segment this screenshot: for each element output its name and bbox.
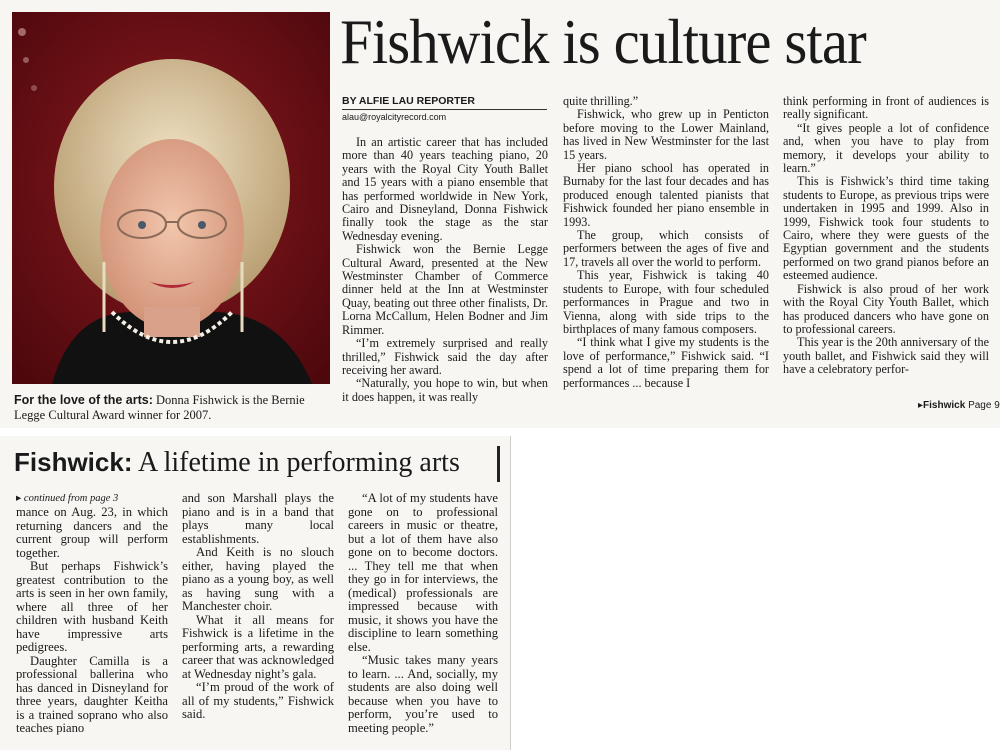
photo-caption [14,393,332,423]
paragraph: But perhaps Fishwick’s greatest contribution to the arts is seen in her own family, where all three of her children with husband Keith have impressive arts pedigrees. [16,559,168,654]
jump-line [918,400,1000,411]
continuation-column-2 [182,492,334,722]
paragraph: The group, which consists of performers between the ages of five and 17, travels all over the world to perform. [563,228,769,269]
jump-page: Page 9 [968,400,1000,411]
continuation-column-3 [348,492,498,735]
continuation-headline-rest: A lifetime in performing arts [132,447,460,478]
caption-text: Donna Fishwick is the Bernie Legge Cultural Award winner for 2007. [14,393,305,422]
paragraph: “I’m extremely surprised and really thrilled,” Fishwick said the day after receiving her award. [342,336,548,377]
paragraph: And Keith is no slouch either, having played the piano as a young boy, as well as having sung with a Manchester choir. [182,545,334,613]
article-column-3 [783,95,989,377]
continuation-headline-bold: Fishwick: [14,447,133,477]
article-column-2 [563,95,769,390]
paragraph: quite thrilling.” [563,94,639,108]
caption-lead: For the love of the arts: [14,393,153,407]
paragraph: and son Marshall plays the piano and is in a band that plays many local establishments. [182,491,334,546]
continuation-column-1 [16,506,168,736]
paragraph: think performing in front of audiences is really significant. [783,94,989,122]
paragraph: “I think what I give my students is the love of performance,” Fishwick said. “I spend a lot of time preparing them for performances ... because I [563,335,769,390]
paragraph: This year, Fishwick is taking 40 students to Europe, with four scheduled performances in Prague and two in Vienna, along with side trips to the birthplaces of many famous composers. [563,268,769,336]
paragraph: What it all means for Fishwick is a lifetime in the performing arts, a rewarding career that was acknowledged at Wednesday night’s gala. [182,612,334,681]
paragraph: Her piano school has operated in Burnaby for the last four decades and has produced enough talented pianists that Fishwick founded her piano ensemble in 1993. [563,161,769,229]
paragraph: Fishwick is also proud of her work with the Royal City Youth Ballet, which has produced dancers who have gone on to professional careers. [783,281,989,336]
paragraph: Daughter Camilla is a professional ballerina who has danced in Disneyland for three years, daughter Keitha is a trained soprano who also teaches piano [16,653,168,735]
article-column-1 [342,136,548,404]
paragraph: mance on Aug. 23, in which returning dancers and the current group will perform together. [16,505,168,560]
paragraph: Fishwick, who grew up in Penticton before moving to the Lower Mainland, has lived in New Westminster for the last 15 years. [563,107,769,162]
paragraph: “Naturally, you hope to win, but when it does happen, it was really [342,376,548,404]
continued-arrow-icon: ▸ [16,493,24,504]
continued-from-text: continued from page 3 [23,493,119,504]
byline [342,95,547,122]
byline-author: BY ALFIE LAU REPORTER [342,95,547,110]
paragraph: “A lot of my students have gone on to professional careers in music or theatre, but a lot of them have also gone on to become doctors. ... They tell me that when they go in for interviews, the (medical) professionals are impressed because with music, it shows you have the discipline to learn something else. [348,491,498,654]
portrait-photo [12,12,330,384]
byline-email: alau@royalcityrecord.com [342,112,447,122]
paragraph: “Music takes many years to learn. ... And, socially, my students are also doing well because when you have to perform, you’re used to meeting people.” [348,653,498,735]
paragraph: Fishwick won the Bernie Legge Cultural Award, presented at the New Westminster Chamber of Commerce dinner held at the Inn at Westminster Quay, beating out three other finalists, Dr. Lorna McCallum, Helen Bodner and Jim Rimmer. [342,242,548,337]
continued-from [16,492,118,504]
headline-rule [497,446,500,482]
paragraph: In an artistic career that has included more than 40 years teaching piano, 20 years with the Royal City Youth Ballet and 15 years with a piano ensemble that has performed worldwide in New York, Cairo and Disneyland, Donna Fishwick finally took the stage as the star Wednesday evening. [342,135,548,243]
paragraph: “It gives people a lot of confidence and, when you have to play from memory, it develops your ability to learn.” [783,120,989,176]
headline: Fishwick is culture star [340,6,866,77]
jump-arrow-icon: ▸ [918,400,924,411]
continuation-headline [14,444,460,481]
paragraph: This year is the 20th anniversary of the youth ballet, and Fishwick said they will have a celebratory perfor- [783,335,989,377]
paragraph: “I’m proud of the work of all of my students,” Fishwick said. [182,680,334,721]
jump-word: Fishwick [923,400,966,411]
paragraph: This is Fishwick’s third time taking students to Europe, as previous trips were undertaken in 1995 and 1999. Also in 1999, Fishwick took four students to Cairo, where they were guests of the Egyptian government and the students performed on two grand pianos before an esteemed audience. [783,174,989,283]
